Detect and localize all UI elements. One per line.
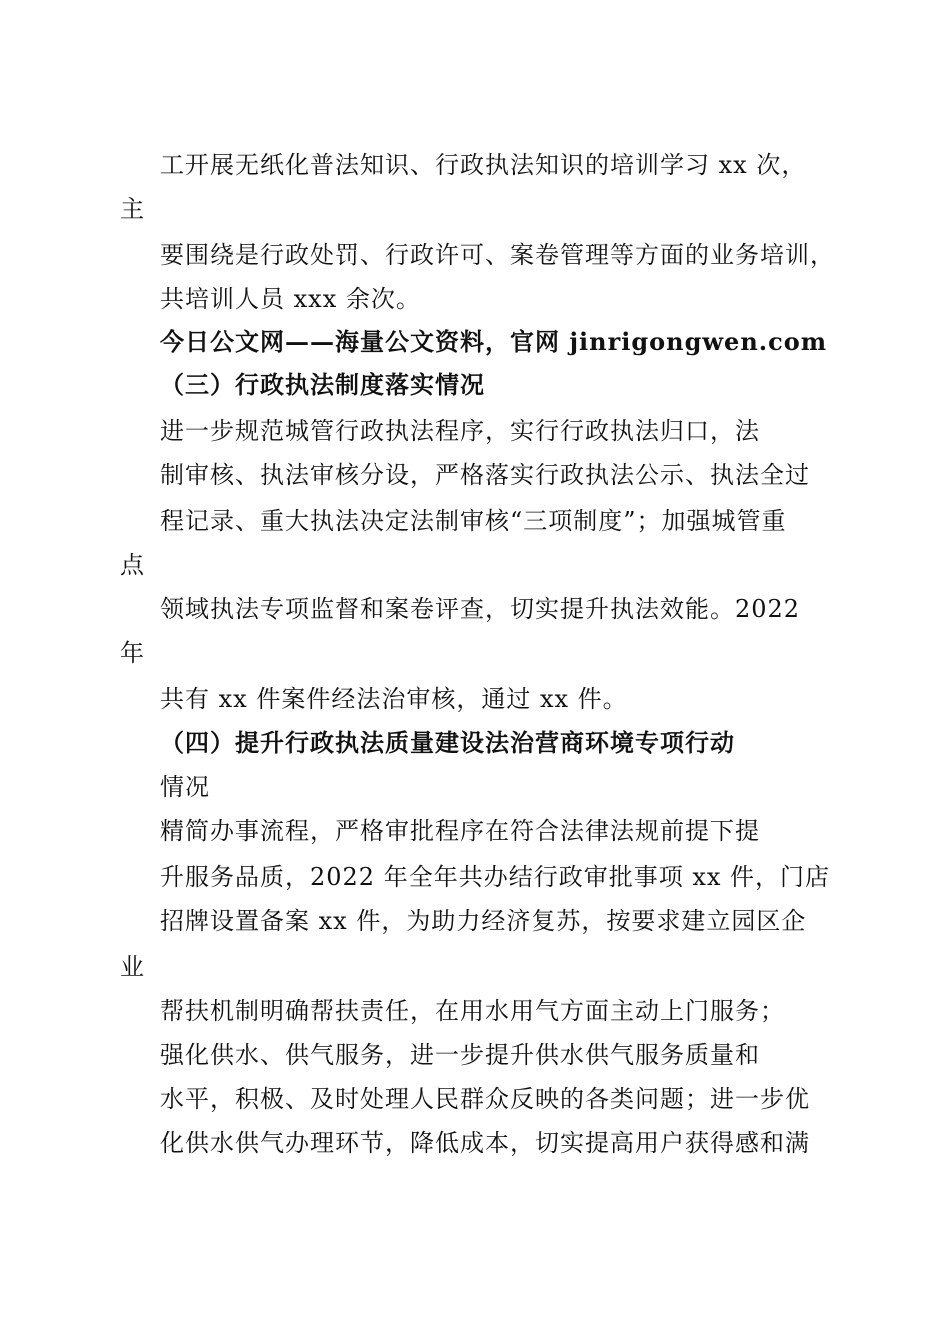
body-text-line: 化供水供气办理环节，降低成本，切实提高用户获得感和满 bbox=[160, 1129, 810, 1157]
body-text-line: 业 bbox=[120, 953, 145, 981]
body-text-line: 程记录、重大执法决定法制审核“三项制度”；加强城管重 bbox=[160, 507, 787, 535]
website-banner: 今日公文网——海量公文资料，官网 jinrigongwen.com bbox=[160, 327, 828, 356]
body-text-line: 升服务品质，2022 年全年共办结行政审批事项 xx 件，门店 bbox=[160, 863, 831, 891]
body-text-line: 年 bbox=[120, 639, 145, 667]
body-text-line: 进一步规范城管行政执法程序，实行行政执法归口，法 bbox=[160, 417, 760, 445]
body-text-line: 制审核、执法审核分设，严格落实行政执法公示、执法全过 bbox=[160, 461, 810, 489]
body-text-line: 共培训人员 xxx 余次。 bbox=[160, 285, 421, 313]
body-text-line: 共有 xx 件案件经法治审核，通过 xx 件。 bbox=[160, 685, 628, 713]
body-text-line: 主 bbox=[120, 195, 145, 223]
section-heading-4: （四）提升行政执法质量建设法治营商环境专项行动 bbox=[160, 728, 735, 757]
section-heading-3: （三）行政执法制度落实情况 bbox=[160, 370, 485, 399]
body-text-line: 水平，积极、及时处理人民群众反映的各类问题；进一步优 bbox=[160, 1085, 810, 1113]
body-text-line: 工开展无纸化普法知识、行政执法知识的培训学习 xx 次， bbox=[160, 151, 807, 179]
body-text-line: 招牌设置备案 xx 件，为助力经济复苏，按要求建立园区企 bbox=[160, 907, 807, 935]
body-text-line: 帮扶机制明确帮扶责任，在用水用气方面主动上门服务； bbox=[160, 997, 785, 1025]
body-text-line: 精简办事流程，严格审批程序在符合法律法规前提下提 bbox=[160, 817, 760, 845]
body-text-line: 要围绕是行政处罚、行政许可、案卷管理等方面的业务培训， bbox=[160, 241, 835, 269]
body-text-line: 领域执法专项监督和案卷评查，切实提升执法效能。2022 bbox=[160, 595, 801, 623]
section-heading-4-continued: 情况 bbox=[160, 773, 210, 801]
body-text-line: 点 bbox=[120, 551, 145, 579]
body-text-line: 强化供水、供气服务，进一步提升供水供气服务质量和 bbox=[160, 1041, 760, 1069]
